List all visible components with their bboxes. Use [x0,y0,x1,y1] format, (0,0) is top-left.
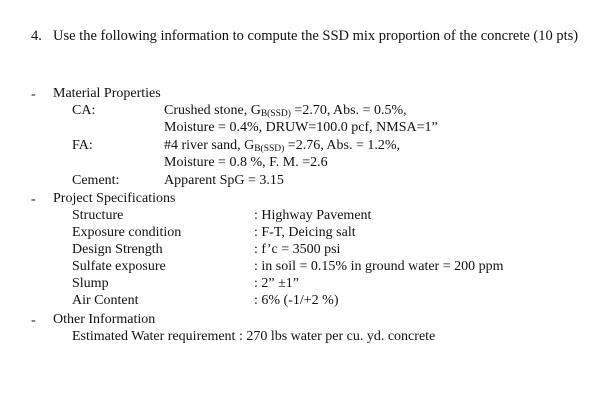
question-text: Use the following information to compute the SSD mix proportion of the concrete (10 pts) [53,28,579,44]
ca-label: CA: [72,103,96,118]
question-number: 4. [31,28,42,44]
fa-line-1: #4 river sand, GB(SSD) =2.76, Abs. = 1.2%, [164,138,401,154]
spec-value: : Highway Pavement [254,208,372,223]
other-information-text: Estimated Water requirement : 270 lbs water per cu. yd. concrete [72,329,436,344]
spec-value: : F-T, Deicing salt [254,225,356,240]
fa-line-2: Moisture = 0.8 %, F. M. =2.6 [164,155,328,170]
cement-label: Cement: [72,173,120,188]
spec-label: Structure [72,208,124,223]
fa-label: FA: [72,138,93,153]
cement-value: Apparent SpG = 3.15 [164,173,284,188]
spec-label: Exposure condition [72,225,182,240]
material-properties-heading: Material Properties [53,86,161,101]
spec-value: : 6% (-1/+2 %) [254,293,339,308]
bullet-dash: - [31,313,36,328]
ca-line-1: Crushed stone, GB(SSD) =2.70, Abs. = 0.5%, [164,103,407,119]
project-specifications-heading: Project Specifications [53,191,176,206]
spec-label: Air Content [72,293,139,308]
spec-value: : in soil = 0.15% in ground water = 200 ppm [254,259,504,274]
ca-line-2: Moisture = 0.4%, DRUW=100.0 pcf, NMSA=1” [164,120,438,135]
other-information-heading: Other Information [53,312,156,327]
bullet-dash: - [31,87,36,102]
spec-label: Slump [72,276,109,291]
bullet-dash: - [31,192,36,207]
spec-value: : f’c = 3500 psi [254,242,341,257]
spec-label: Sulfate exposure [72,259,166,274]
spec-value: : 2” ±1” [254,276,300,291]
spec-label: Design Strength [72,242,163,257]
